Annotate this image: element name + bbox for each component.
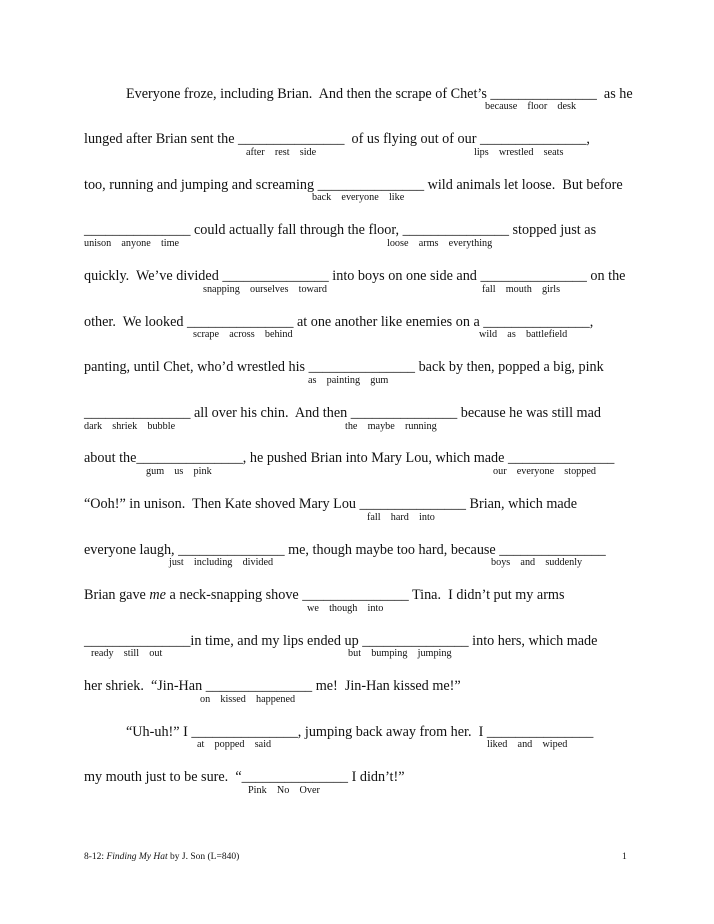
text-line: _______________ all over his chin. And then _______________ because he was still mad <box>84 405 601 421</box>
footer-author: by J. Son (L=840) <box>167 852 240 862</box>
word-options: wild as battlefield <box>479 329 568 340</box>
text-segment: a neck-snapping shove _______________ Tina. I didn’t put my arms <box>165 587 565 603</box>
word-options: snapping ourselves toward <box>203 284 327 295</box>
text-line: other. We looked _______________ at one another like enemies on a _______________, <box>84 314 594 330</box>
word-options: as painting gum <box>308 375 389 386</box>
text-line: panting, until Chet, who’d wrestled his _______________ back by then, popped a big, pink <box>84 359 604 375</box>
word-options: at popped said <box>197 739 272 750</box>
book-title: Finding My Hat <box>106 852 168 862</box>
word-options: scrape across behind <box>193 329 293 340</box>
word-options: but bumping jumping <box>348 648 452 659</box>
word-options: loose arms everything <box>387 238 493 249</box>
text-line: everyone laugh, _______________ me, though maybe too hard, because _______________ <box>84 542 606 558</box>
text-line: “Ooh!” in unison. Then Kate shoved Mary Lou _______________ Brian, which made <box>84 496 578 512</box>
word-options: boys and suddenly <box>491 557 583 568</box>
text-line: _______________ could actually fall through the floor, _______________ stopped just as <box>84 222 597 238</box>
word-options: just including divided <box>169 557 274 568</box>
text-line: my mouth just to be sure. “_______________ I didn’t!” <box>84 769 405 785</box>
text-line: too, running and jumping and screaming _______________ wild animals let loose. But before <box>84 177 623 193</box>
word-options: fall hard into <box>367 512 435 523</box>
word-options: we though into <box>307 603 384 614</box>
word-options: unison anyone time <box>84 238 180 249</box>
word-options: Pink No Over <box>248 785 320 796</box>
word-options: our everyone stopped <box>493 466 596 477</box>
text-line: about the_______________, he pushed Brian into Mary Lou, which made _______________ <box>84 450 615 466</box>
text-line: “Uh-uh!” I _______________, jumping back away from her. I _______________ <box>126 724 594 740</box>
word-options: after rest side <box>246 147 317 158</box>
text-line <box>84 587 565 603</box>
word-options: the maybe running <box>345 421 437 432</box>
word-options: because floor desk <box>485 101 577 112</box>
word-options: fall mouth girls <box>482 284 561 295</box>
text-line: her shriek. “Jin-Han _______________ me! Jin-Han kissed me!” <box>84 678 461 694</box>
emphasis-text: me <box>149 587 166 603</box>
text-line: lunged after Brian sent the _______________ of us flying out of our _______________, <box>84 131 590 147</box>
text-line: Everyone froze, including Brian. And then the scrape of Chet’s _______________ as he <box>126 86 633 102</box>
word-options: dark shriek bubble <box>84 421 176 432</box>
text-segment: Brian gave <box>84 587 150 603</box>
footer-prefix: 8-12: <box>84 852 107 862</box>
text-line: _______________in time, and my lips ended up _______________ into hers, which made <box>84 633 598 649</box>
page-number: 1 <box>622 852 627 862</box>
word-options: gum us pink <box>146 466 212 477</box>
word-options: on kissed happened <box>200 694 296 705</box>
word-options: lips wrestled seats <box>474 147 564 158</box>
footer-citation <box>84 852 239 863</box>
word-options: back everyone like <box>312 192 405 203</box>
word-options: ready still out <box>91 648 163 659</box>
text-line: quickly. We’ve divided _______________ into boys on one side and _______________ on the <box>84 268 626 284</box>
word-options: liked and wiped <box>487 739 568 750</box>
